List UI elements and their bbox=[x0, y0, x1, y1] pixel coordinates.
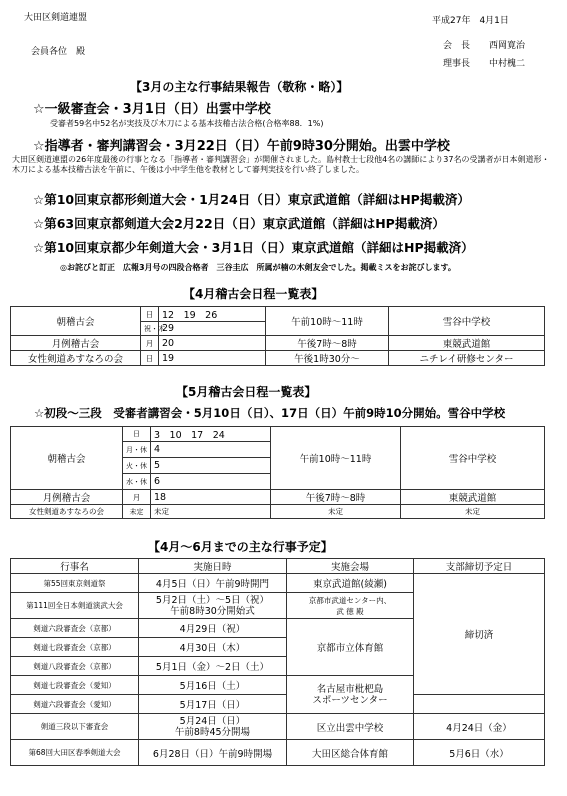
may-row-name: 朝稽古会 bbox=[11, 427, 123, 490]
event-date: 5月17日（日） bbox=[139, 695, 287, 714]
event-deadline: 4月24日（金） bbox=[414, 714, 545, 740]
event-venue: 大田区総合体育館 bbox=[287, 740, 414, 766]
march-item-5: ☆第10回東京都少年剣道大会・3月1日（日）東京武道館（詳細はHP掲載済） bbox=[33, 240, 474, 255]
april-row-name: 女性剣道あすなろの会 bbox=[11, 351, 141, 366]
may-day: 火・休 bbox=[123, 458, 151, 474]
event-name: 剣道七段審査会（京都） bbox=[11, 638, 139, 657]
event-name: 剣道六段審査会（愛知） bbox=[11, 695, 139, 714]
april-day: 日 bbox=[141, 307, 159, 322]
event-venue-line-2: スポーツセンター bbox=[312, 694, 388, 706]
event-venue: 京都市立体育館 bbox=[287, 619, 414, 676]
event-date-line-1: 5月24日（日） bbox=[179, 715, 246, 727]
april-time: 午前10時～11時 bbox=[266, 307, 389, 336]
april-dates: 12 19 26 bbox=[159, 307, 266, 322]
event-venue: 区立出雲中学校 bbox=[287, 714, 414, 740]
event-name: 剣道六段審査会（京都） bbox=[11, 619, 139, 638]
apology-note: ◎お詫びと訂正 広報3月号の四段合格者 三谷圭広 所属が楠の木剣友会でした。掲載ミスをお詫びします。 bbox=[60, 263, 456, 272]
event-date: 4月29日（祝） bbox=[139, 619, 287, 638]
march-report-title: 【3月の主な行事結果報告（敬称・略）】 bbox=[130, 80, 349, 94]
march-item-3: ☆第10回東京都形剣道大会・1月24日（日）東京武道館（詳細はHP掲載済） bbox=[33, 192, 470, 207]
issue-date: 平成27年 4月1日 bbox=[432, 16, 509, 26]
may-day: 月・休 bbox=[123, 442, 151, 458]
president-name: 西岡寛治 bbox=[489, 41, 526, 51]
march-item-2: ☆指導者・審判講習会・3月22日（日）午前9時30分開始。出雲中学校 bbox=[33, 139, 450, 154]
march-item-1: ☆一級審査会・3月1日（日）出雲中学校 bbox=[33, 102, 271, 117]
addressee: 会員各位 殿 bbox=[31, 47, 86, 57]
may-time: 未定 bbox=[271, 505, 401, 519]
event-date: 4月5日（日）午前9時開門 bbox=[139, 574, 287, 593]
april-dates: 19 bbox=[159, 351, 266, 366]
event-venue-line-1: 京都市武道センター内、 bbox=[308, 595, 392, 605]
col-header-deadline: 支部締切予定日 bbox=[414, 559, 545, 574]
director-role: 理事長 bbox=[443, 59, 471, 69]
may-table-title: 【5月稽古会日程一覧表】 bbox=[176, 385, 317, 399]
event-date-line-1: 5月2日（土）～5日（祝） bbox=[155, 594, 270, 606]
event-venue: 東京武道館(綾瀬) bbox=[287, 574, 414, 593]
april-place: ニチレイ研修センター bbox=[389, 351, 545, 366]
event-name: 剣道七段審査会（愛知） bbox=[11, 676, 139, 695]
may-row-name: 女性剣道あすなろの会 bbox=[11, 505, 123, 519]
may-dates: 18 bbox=[151, 490, 271, 505]
event-date bbox=[139, 593, 287, 619]
event-date: 5月1日（金）～2日（土） bbox=[139, 657, 287, 676]
event-date-line-2: 午前8時45分開場 bbox=[174, 726, 251, 738]
event-venue bbox=[287, 593, 414, 619]
event-name: 第68回大田区春季剣道大会 bbox=[11, 740, 139, 766]
april-row-name: 朝稽古会 bbox=[11, 307, 141, 336]
event-name: 剣道八段審査会（京都） bbox=[11, 657, 139, 676]
may-place: 未定 bbox=[401, 505, 545, 519]
march-item-1-note: 受審者59名中52名が実技及び木刀による基本技稽古法合格(合格率88．1%) bbox=[50, 119, 324, 128]
events-title: 【4月～6月までの主な行事予定】 bbox=[148, 540, 333, 554]
march-item-4: ☆第63回東京都剣道大会2月22日（日）東京武道館（詳細はHP掲載済） bbox=[33, 216, 445, 231]
april-day: 日 bbox=[141, 351, 159, 366]
events-table bbox=[10, 558, 545, 766]
event-name: 第55回東京剣道祭 bbox=[11, 574, 139, 593]
event-name: 第111回全日本剣道演武大会 bbox=[11, 593, 139, 619]
march-item-2-description: 大田区剣道連盟の26年度最後の行事となる「指導者・審判講習会」が開催されました。島村教士七段他4名の講師により37名の受講者が日本剣道形・木刀による基本技稽古法を午前に、午後は小中学生他を教材として審判実技を行い終了しました。 bbox=[12, 155, 550, 174]
april-time: 午後7時～8時 bbox=[266, 336, 389, 351]
event-deadline-blank bbox=[414, 695, 545, 714]
event-name: 剣道三段以下審査会 bbox=[11, 714, 139, 740]
may-dates: 未定 bbox=[151, 505, 271, 519]
may-dates: 4 bbox=[151, 442, 271, 458]
may-day: 未定 bbox=[123, 505, 151, 519]
event-venue bbox=[287, 676, 414, 714]
april-time: 午後1時30分～ bbox=[266, 351, 389, 366]
may-time: 午後7時～8時 bbox=[271, 490, 401, 505]
april-schedule-table bbox=[10, 306, 545, 366]
april-table-title: 【4月稽古会日程一覧表】 bbox=[183, 287, 324, 301]
event-deadline: 5月6日（水） bbox=[414, 740, 545, 766]
april-dates: 20 bbox=[159, 336, 266, 351]
april-day: 祝・木 bbox=[141, 322, 159, 336]
may-dates: 6 bbox=[151, 474, 271, 490]
event-date: 4月30日（木） bbox=[139, 638, 287, 657]
may-notice: ☆初段～三段 受審者講習会・5月10日（日）、17日（日）午前9時10分開始。雪谷中学校 bbox=[34, 406, 506, 420]
event-venue-line-1: 名古屋市枇杷島 bbox=[316, 683, 384, 695]
may-place: 雪谷中学校 bbox=[401, 427, 545, 490]
may-day: 日 bbox=[123, 427, 151, 442]
event-date: 6月28日（日）午前9時開場 bbox=[139, 740, 287, 766]
may-schedule-table bbox=[10, 426, 545, 519]
april-dates: 29 bbox=[159, 322, 266, 336]
may-dates: 3 10 17 24 bbox=[151, 427, 271, 442]
event-date bbox=[139, 714, 287, 740]
april-place: 雪谷中学校 bbox=[389, 307, 545, 336]
event-date: 5月16日（土） bbox=[139, 676, 287, 695]
april-place: 東競武道館 bbox=[389, 336, 545, 351]
event-deadline: 締切済 bbox=[414, 574, 545, 695]
event-date-line-2: 午前8時30分開始式 bbox=[170, 605, 255, 617]
director-name: 中村槐二 bbox=[489, 59, 526, 69]
april-row-name: 月例稽古会 bbox=[11, 336, 141, 351]
april-day: 月 bbox=[141, 336, 159, 351]
org-name: 大田区剣道連盟 bbox=[24, 13, 88, 23]
col-header-date: 実施日時 bbox=[139, 559, 287, 574]
may-row-name: 月例稽古会 bbox=[11, 490, 123, 505]
col-header-venue: 実施会場 bbox=[287, 559, 414, 574]
may-day: 月 bbox=[123, 490, 151, 505]
col-header-event: 行事名 bbox=[11, 559, 139, 574]
may-dates: 5 bbox=[151, 458, 271, 474]
may-time: 午前10時～11時 bbox=[271, 427, 401, 490]
president-role: 会 長 bbox=[443, 41, 471, 51]
may-place: 東競武道館 bbox=[401, 490, 545, 505]
may-day: 水・休 bbox=[123, 474, 151, 490]
event-venue-line-2: 武 徳 殿 bbox=[336, 606, 364, 616]
